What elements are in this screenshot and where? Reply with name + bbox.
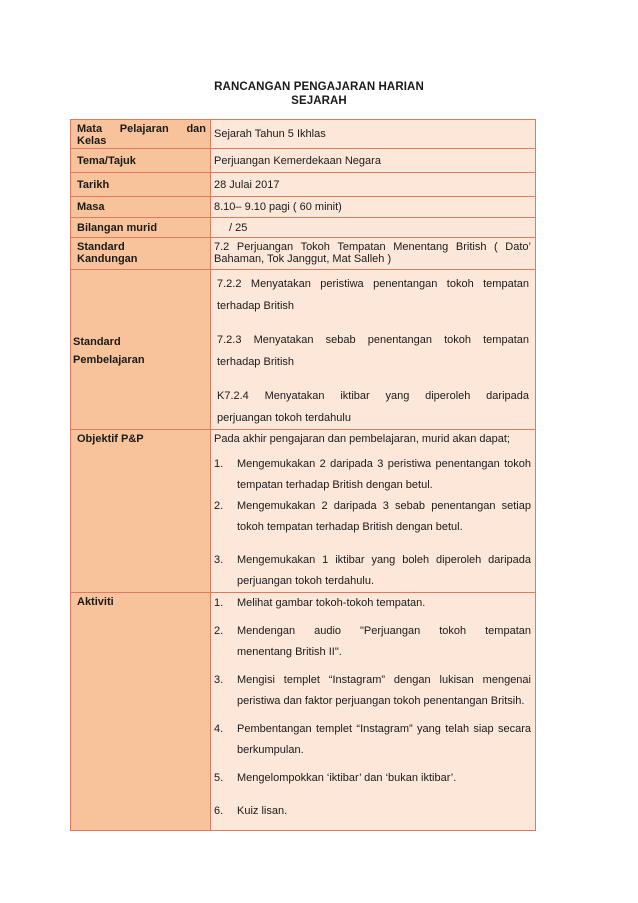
label-standard-kandungan xyxy=(71,238,211,270)
label-text: Aktiviti xyxy=(77,596,114,608)
objektif-item xyxy=(214,550,531,592)
item-line: Mengemukakan 2 daripada 3 peristiwa penentangan tokoh xyxy=(237,458,531,470)
row-standard-pembelajaran xyxy=(71,270,536,430)
value-text: Sejarah Tahun 5 Ikhlas xyxy=(214,128,326,140)
item-number: 1. xyxy=(214,458,224,470)
item-number: 2. xyxy=(214,625,224,637)
item-line: berkumpulan. xyxy=(237,744,304,756)
value-aktiviti xyxy=(211,593,536,831)
objektif-item xyxy=(214,454,531,496)
value-masa xyxy=(211,197,536,218)
value-bilangan xyxy=(211,218,536,238)
value-text: / 25 xyxy=(229,221,248,234)
item-line: Mengemukakan 2 daripada 3 sebab penentangan setiap xyxy=(237,500,531,512)
aktiviti-item xyxy=(214,719,531,761)
objektif-intro: Pada akhir pengajaran dan pembelajaran, murid akan dapat; xyxy=(214,433,510,445)
lesson-plan-table xyxy=(70,119,536,831)
aktiviti-item xyxy=(214,768,531,789)
aktiviti-item xyxy=(214,801,531,822)
row-objektif xyxy=(71,430,536,593)
label-line: Standard xyxy=(77,241,125,253)
label-line: Pembelajaran xyxy=(73,354,145,366)
row-tema xyxy=(71,149,536,173)
sp-line: 7.2.3 Menyatakan sebab penentangan tokoh tempatan xyxy=(217,334,529,346)
item-line: Melihat gambar tokoh-tokoh tempatan. xyxy=(237,597,426,609)
row-standard-kandungan xyxy=(71,238,536,270)
label-standard-pembelajaran xyxy=(71,270,211,430)
sp-item xyxy=(217,273,529,317)
aktiviti-item xyxy=(214,670,531,712)
item-number: 3. xyxy=(214,554,224,566)
item-number: 5. xyxy=(214,772,224,784)
item-line: perjuangan tokoh terdahulu. xyxy=(237,575,374,587)
label-line: Standard xyxy=(73,336,121,348)
value-line: Bahaman, Tok Janggut, Mat Salleh ) xyxy=(214,253,392,265)
label-bilangan xyxy=(71,218,211,238)
value-text: 8.10– 9.10 pagi ( 60 minit) xyxy=(214,201,342,213)
value-line: 7.2 Perjuangan Tokoh Tempatan Menentang British ( Dato’ xyxy=(214,241,531,253)
row-bilangan xyxy=(71,218,536,238)
item-number: 6. xyxy=(214,805,224,817)
label-text: Bilangan murid xyxy=(77,221,158,234)
item-number: 3. xyxy=(214,674,224,686)
item-number: 4. xyxy=(214,723,224,735)
value-text: Perjuangan Kemerdekaan Negara xyxy=(214,154,381,167)
item-line: tempatan terhadap British dengan betul. xyxy=(237,479,433,491)
subject-line: SEJARAH xyxy=(291,95,347,107)
row-mata-pelajaran xyxy=(71,120,536,149)
label-text: Objektif P&P xyxy=(77,433,144,445)
value-text: 28 Julai 2017 xyxy=(214,178,280,191)
item-line: Mendengan audio "Perjuangan tokoh tempatan xyxy=(237,625,531,637)
item-number: 1. xyxy=(214,597,224,609)
value-standard-kandungan xyxy=(211,238,536,270)
label-line: Kandungan xyxy=(77,253,138,265)
label-mata-pelajaran xyxy=(71,120,211,149)
item-line: Kuiz lisan. xyxy=(237,805,288,817)
value-tema xyxy=(211,149,536,173)
label-line: Mata Pelajaran dan xyxy=(77,123,206,135)
aktiviti-item xyxy=(214,621,531,663)
item-line: menentang British II". xyxy=(237,646,342,658)
label-objektif xyxy=(71,430,211,593)
value-objektif xyxy=(211,430,536,593)
sp-line: 7.2.2 Menyatakan peristiwa penentangan tokoh tempatan xyxy=(217,278,529,290)
sp-line: terhadap British xyxy=(217,300,295,312)
row-tarikh xyxy=(71,173,536,197)
aktiviti-item xyxy=(214,593,531,614)
document-title xyxy=(0,80,638,108)
label-line: Kelas xyxy=(77,135,107,147)
item-line: Mengemukakan 1 iktibar yang boleh diperoleh daripada xyxy=(237,554,531,566)
row-masa xyxy=(71,197,536,218)
value-tarikh xyxy=(211,173,536,197)
title-line: RANCANGAN PENGAJARAN HARIAN xyxy=(214,81,424,93)
label-aktiviti xyxy=(71,593,211,831)
item-number: 2. xyxy=(214,500,224,512)
sp-item xyxy=(217,329,529,373)
item-line: Mengelompokkan ‘iktibar’ dan ‘bukan iktibar’. xyxy=(237,772,457,784)
item-line: tokoh tempatan terhadap British dengan betul. xyxy=(237,521,463,533)
label-tarikh xyxy=(71,173,211,197)
item-line: Pembentangan templet “Instagram” yang telah siap secara xyxy=(237,723,531,735)
value-mata-pelajaran xyxy=(211,120,536,149)
label-text: Tema/Tajuk xyxy=(77,154,136,167)
sp-line: perjuangan tokoh terdahulu xyxy=(217,412,351,424)
label-text: Masa xyxy=(77,201,105,213)
sp-item xyxy=(217,385,529,429)
objektif-item xyxy=(214,496,531,538)
label-text: Tarikh xyxy=(77,178,110,191)
label-masa xyxy=(71,197,211,218)
sp-line: terhadap British xyxy=(217,356,295,368)
value-standard-pembelajaran xyxy=(211,270,536,430)
sp-line: K7.2.4 Menyatakan iktibar yang diperoleh daripada xyxy=(217,390,529,402)
label-tema xyxy=(71,149,211,173)
item-line: peristiwa dan faktor perjuangan tokoh penentangan Britsih. xyxy=(237,695,525,707)
row-aktiviti xyxy=(71,593,536,831)
item-line: Mengisi templet “Instagram” dengan lukisan mengenai xyxy=(237,674,531,686)
